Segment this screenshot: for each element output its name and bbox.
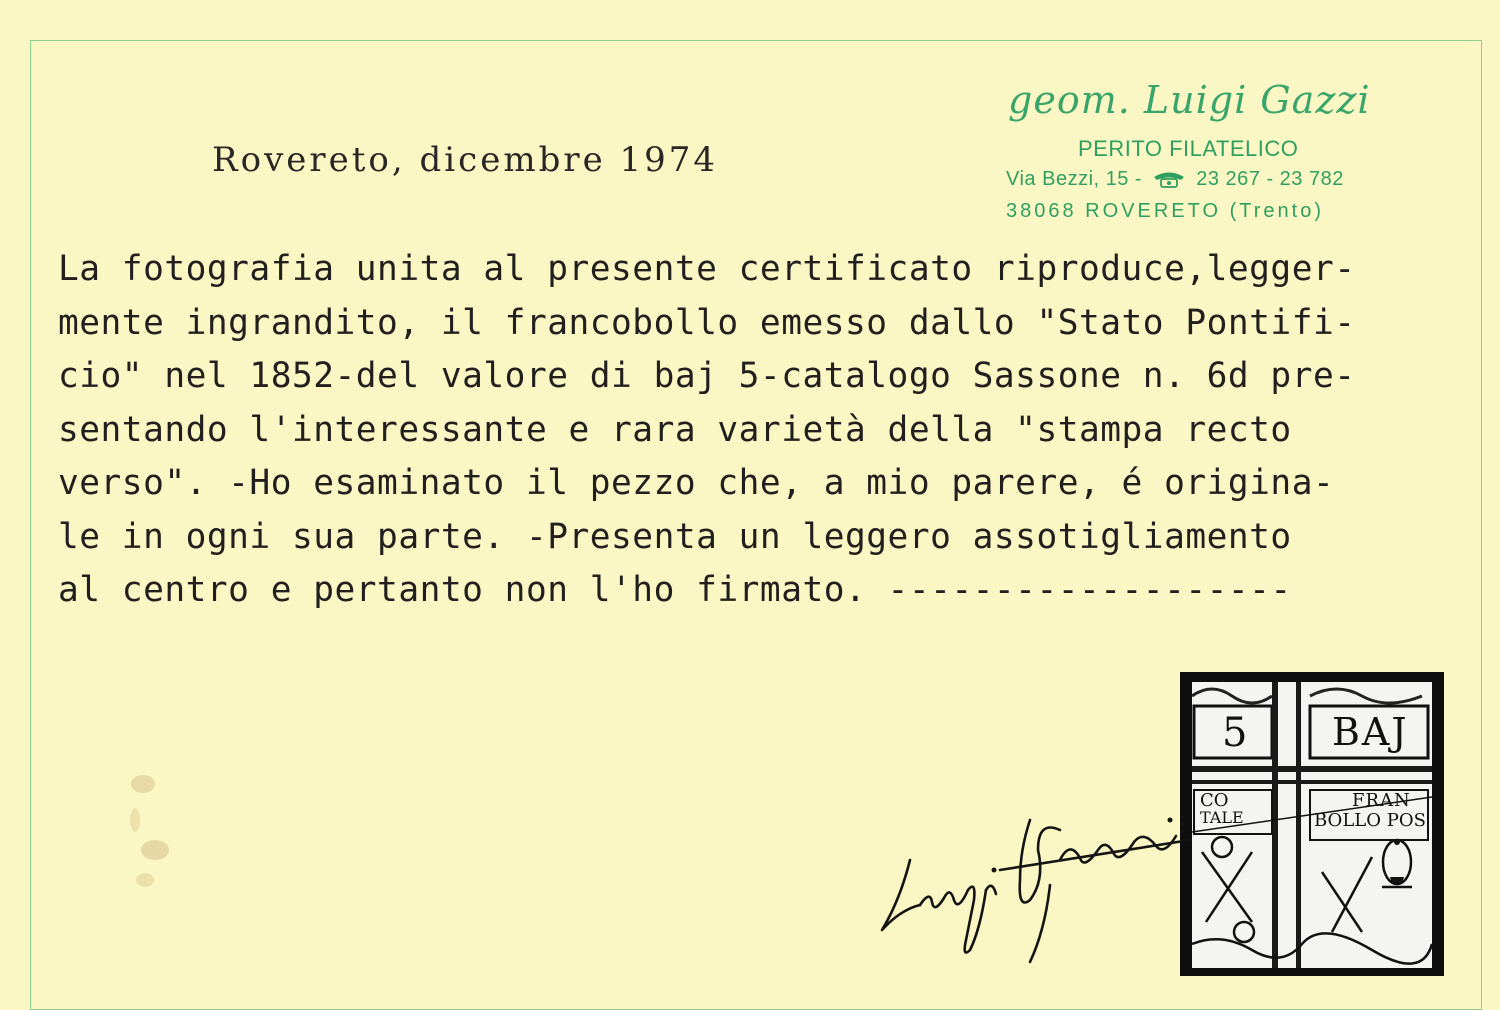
body-line: sentando l'interessante e rara varietà della "stampa recto <box>58 409 1292 450</box>
expert-role: PERITO FILATELICO <box>1078 136 1299 161</box>
expert-name: geom. Luigi Gazzi <box>1008 78 1371 122</box>
body-line: cio" nel 1852-del valore di baj 5-catalogo Sassone n. 6d pre- <box>58 356 1356 396</box>
stamp-value-right: BAJ <box>1332 710 1409 754</box>
body-line: al centro e pertanto non l'ho firmato. ------------------- <box>58 570 1292 610</box>
stamp-value-left: 5 <box>1222 710 1248 756</box>
stamp-text-left-top: CO <box>1200 790 1229 811</box>
city-line: 38068 ROVERETO (Trento) <box>1006 200 1324 222</box>
expert-letterhead <box>1000 78 1390 223</box>
certificate-body <box>58 243 1478 618</box>
stamp-text-right-top: FRAN <box>1352 790 1411 811</box>
stamp-text-right-bottom: BOLLO POS <box>1314 810 1426 831</box>
stamp-text-left-bottom: TALE <box>1200 808 1244 827</box>
address-street: Via Bezzi, 15 - <box>1006 168 1143 190</box>
body-line: le in ogni sua parte. -Presenta un leggero assotigliamento <box>58 516 1292 557</box>
handwritten-signature <box>870 790 1200 970</box>
phone-numbers: 23 267 - 23 782 <box>1196 168 1344 190</box>
place-date-line: Rovereto, dicembre 1974 <box>212 140 719 180</box>
body-line: mente ingrandito, il francobollo emesso dallo "Stato Pontifi- <box>58 302 1356 343</box>
body-line: La fotografia unita al presente certificato riproduce,legger- <box>58 249 1356 289</box>
stamp-image <box>1192 682 1432 968</box>
body-line: verso". -Ho esaminato il pezzo che, a mio parere, é origina- <box>58 463 1335 503</box>
paper-stain <box>125 770 175 900</box>
telephone-icon <box>1152 170 1186 194</box>
address-line <box>1006 168 1390 194</box>
stamp-photograph <box>1180 672 1444 976</box>
